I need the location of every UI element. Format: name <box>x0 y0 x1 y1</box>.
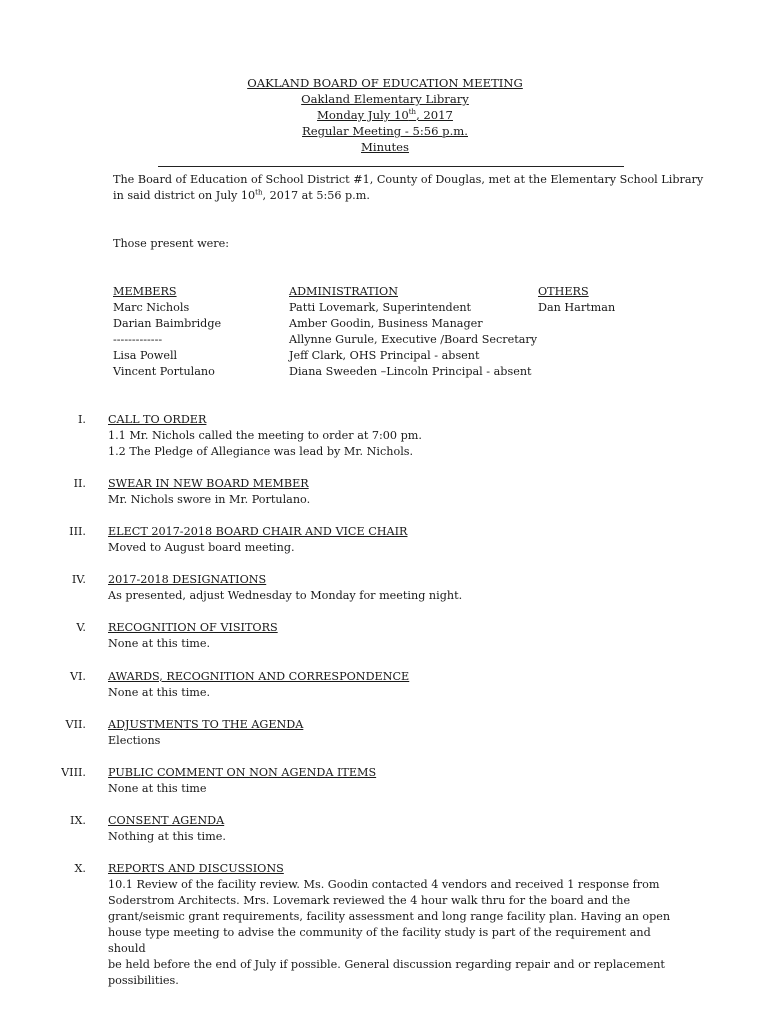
administration-name: Patti Lovemark, Superintendent <box>289 301 472 314</box>
section-title: CALL TO ORDER <box>108 413 207 426</box>
member-name: ------------- <box>113 333 163 346</box>
section-body <box>108 669 688 701</box>
minutes-label: Minutes <box>361 140 409 154</box>
members-column <box>113 284 221 380</box>
section-line: As presented, adjust Wednesday to Monday for meeting night. <box>108 589 463 602</box>
section-line: house type meeting to advise the community of the facility study is part of the requirement and should <box>108 926 651 955</box>
intro-line-1: The Board of Education of School District #1, County of Douglas, met at the Elementary School Library <box>113 173 704 186</box>
member-name: Lisa Powell <box>113 349 178 362</box>
section-body <box>108 861 688 989</box>
intro-line-2 <box>113 188 713 204</box>
others-heading: OTHERS <box>538 285 589 298</box>
section-title: ADJUSTMENTS TO THE AGENDA <box>108 718 304 731</box>
section-title: ELECT 2017-2018 BOARD CHAIR AND VICE CHAIR <box>108 525 408 538</box>
section-title: 2017-2018 DESIGNATIONS <box>108 573 267 586</box>
section-line: None at this time <box>108 782 207 795</box>
section-number: VII. <box>65 718 86 731</box>
section-body <box>108 524 688 556</box>
section-number: II. <box>73 477 86 490</box>
section-title: PUBLIC COMMENT ON NON AGENDA ITEMS <box>108 766 377 779</box>
section-title: SWEAR IN NEW BOARD MEMBER <box>108 477 309 490</box>
administration-name: Allynne Gurule, Executive /Board Secretary <box>289 333 538 346</box>
section-number: I. <box>78 413 86 426</box>
meeting-date-text: Monday July 10 <box>317 108 409 122</box>
members-heading: MEMBERS <box>113 285 177 298</box>
administration-name: Diana Sweeden –Lincoln Principal - absent <box>289 365 532 378</box>
section-number: VI. <box>69 670 86 683</box>
section-line: Soderstrom Architects. Mrs. Lovemark reviewed the 4 hour walk thru for the board and the <box>108 894 631 907</box>
section-number: IV. <box>71 573 86 586</box>
present-label: Those present were: <box>113 237 230 250</box>
section-body <box>108 412 688 460</box>
member-name: Darian Baimbridge <box>113 317 222 330</box>
section-title: RECOGNITION OF VISITORS <box>108 621 278 634</box>
section-line: Elections <box>108 734 161 747</box>
section-line: be held before the end of July if possible. General discussion regarding repair and or replacement <box>108 958 665 971</box>
section-title: REPORTS AND DISCUSSIONS <box>108 862 284 875</box>
section-line: 10.1 Review of the facility review. Ms. Goodin contacted 4 vendors and received 1 response from <box>108 878 660 891</box>
section-line: None at this time. <box>108 637 211 650</box>
others-name: Dan Hartman <box>538 301 616 314</box>
administration-column <box>289 284 537 380</box>
meeting-location: Oakland Elementary Library <box>301 92 469 106</box>
others-column <box>538 284 615 316</box>
document-header <box>0 75 770 155</box>
section-body <box>108 476 688 508</box>
section-number: X. <box>74 862 86 875</box>
administration-name: Jeff Clark, OHS Principal - absent <box>289 349 480 362</box>
section-body <box>108 620 688 652</box>
section-number: III. <box>69 525 86 538</box>
meeting-title: OAKLAND BOARD OF EDUCATION MEETING <box>247 76 523 90</box>
section-line: grant/seismic grant requirements, facility assessment and long range facility plan. Having an open <box>108 910 671 923</box>
header-divider <box>158 166 624 167</box>
administration-name: Amber Goodin, Business Manager <box>289 317 483 330</box>
section-title: CONSENT AGENDA <box>108 814 225 827</box>
intro-line-2-text: in said district on July 10 <box>113 189 256 202</box>
section-title: AWARDS, RECOGNITION AND CORRESPONDENCE <box>108 670 410 683</box>
section-line: 1.2 The Pledge of Allegiance was lead by Mr. Nichols. <box>108 445 414 458</box>
section-line: 1.1 Mr. Nichols called the meeting to order at 7:00 pm. <box>108 429 422 442</box>
meeting-date <box>0 107 770 123</box>
member-name: Vincent Portulano <box>113 365 215 378</box>
section-number: VIII. <box>61 766 86 779</box>
intro-paragraph <box>113 172 713 204</box>
intro-line-2-sup: th <box>255 188 263 197</box>
section-body <box>108 717 688 749</box>
intro-line-2-end: , 2017 at 5:56 p.m. <box>262 189 370 202</box>
meeting-date-year: , 2017 <box>416 108 453 122</box>
section-line: Nothing at this time. <box>108 830 226 843</box>
member-name: Marc Nichols <box>113 301 190 314</box>
section-line: Moved to August board meeting. <box>108 541 295 554</box>
section-body <box>108 813 688 845</box>
administration-heading: ADMINISTRATION <box>289 285 398 298</box>
meeting-date-sup: th <box>408 108 417 117</box>
section-number: V. <box>76 621 86 634</box>
section-line: Mr. Nichols swore in Mr. Portulano. <box>108 493 311 506</box>
section-number: IX. <box>70 814 86 827</box>
section-line: None at this time. <box>108 686 211 699</box>
section-body <box>108 572 688 604</box>
meeting-type: Regular Meeting - 5:56 p.m. <box>302 124 468 138</box>
section-line: possibilities. <box>108 974 179 987</box>
section-body <box>108 765 688 797</box>
